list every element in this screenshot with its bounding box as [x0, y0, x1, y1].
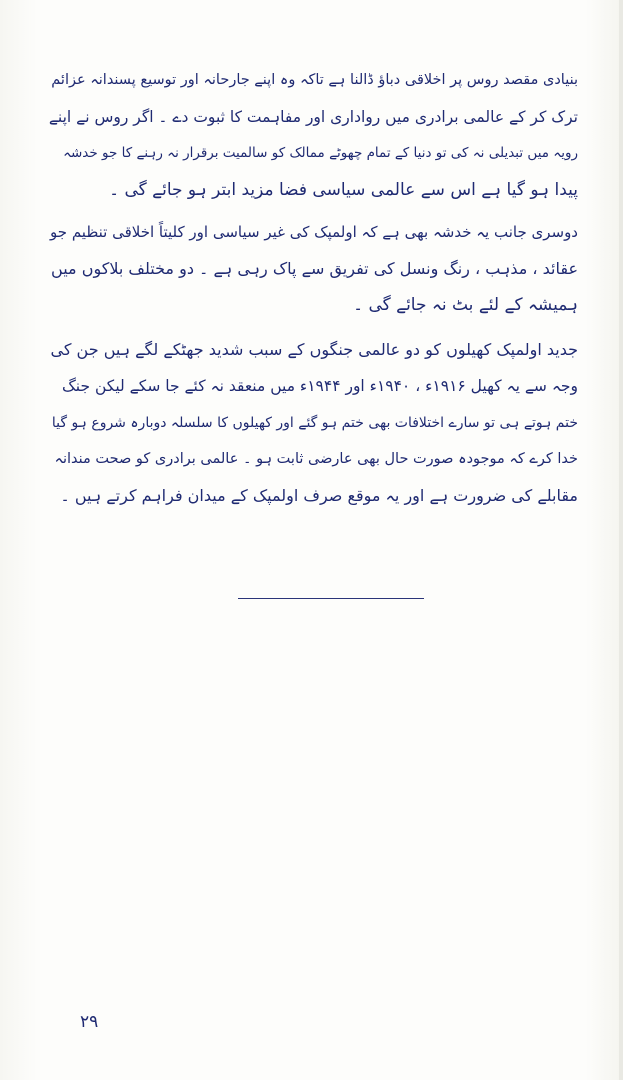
text-line: ہمیشہ کے لئے بٹ نہ جائے گی ۔: [353, 295, 578, 315]
text-line: رویہ میں تبدیلی نہ کی تو دنیا کے تمام چھوٹے ممالک کو سالمیت برقرار نہ رہنے کا جو خدشہ: [63, 145, 578, 161]
text-line: ختم ہوتے ہی تو سارے اختلافات بھی ختم ہو گئے اور کھیلوں کا سلسلہ دوبارہ شروع ہو گیا: [51, 414, 578, 431]
page-number: ۲۹: [80, 1012, 99, 1032]
text-line: خدا کرے کہ موجودہ صورت حال بھی عارضی ثابت ہو ۔ عالمی برادری کو صحت مندانہ: [54, 451, 578, 467]
text-line: ترک کر کے عالمی برادری میں رواداری اور مفاہمت کا ثبوت دے ۔ اگر روس نے اپنے: [48, 107, 578, 126]
text-line: پیدا ہو گیا ہے اس سے عالمی سیاسی فضا مزید ابتر ہو جائے گی ۔: [109, 179, 578, 200]
text-line: دوسری جانب یہ خدشہ بھی ہے کہ اولمپک کی غیر سیاسی اور کلیتاً اخلاقی تنظیم جو: [50, 223, 578, 241]
body-text: [46, 62, 578, 520]
paragraph-3: [46, 332, 578, 515]
text-line: جدید اولمپک کھیلوں کو دو عالمی جنگوں کے سبب شدید جھٹکے لگے ہیں جن کی: [50, 339, 578, 359]
page-edge-shadow: [619, 0, 623, 1080]
paragraph-1: [46, 62, 578, 208]
text-line: مقابلے کی ضرورت ہے اور یہ موقع صرف اولمپک کے میدان فراہم کرتے ہیں ۔: [60, 485, 578, 505]
paragraph-2: [46, 214, 578, 324]
text-line: عقائد ، مذہب ، رنگ ونسل کی تفریق سے پاک رہی ہے ۔ دو مختلف بلاکوں میں: [51, 258, 578, 278]
section-end-rule: [238, 598, 424, 599]
text-line: بنیادی مقصد روس پر اخلاقی دباؤ ڈالنا ہے تاکہ وہ اپنے جارحانہ اور توسیع پسندانہ عزائم: [51, 72, 578, 88]
text-line: وجہ سے یہ کھیل ۱۹۱۶ء ، ۱۹۴۰ء اور ۱۹۴۴ء میں منعقد نہ کئے جا سکے لیکن جنگ: [61, 377, 578, 395]
